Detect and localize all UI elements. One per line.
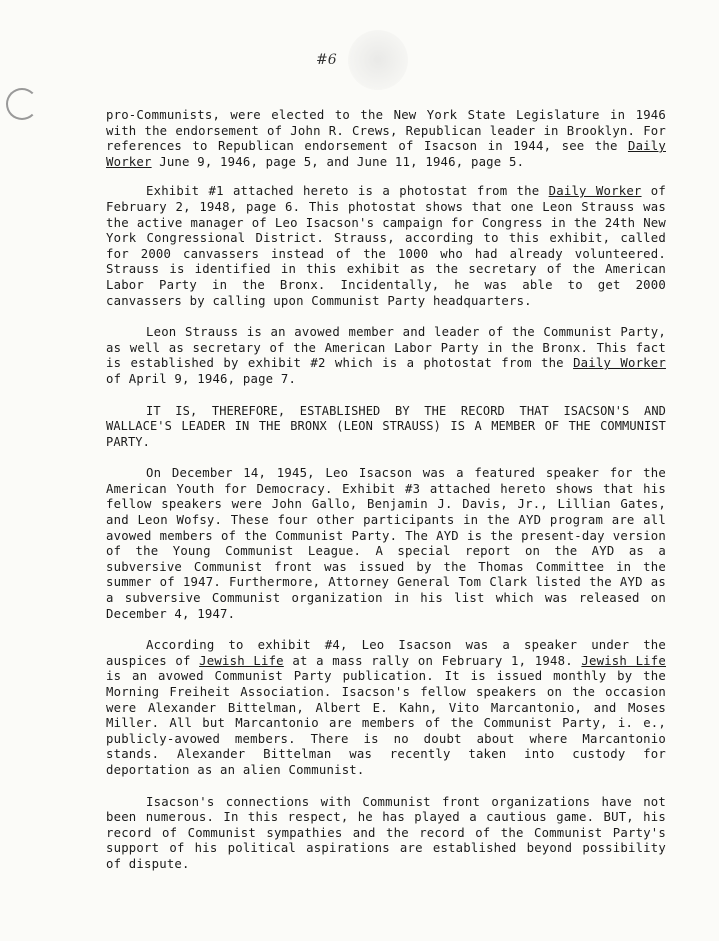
publication-title: Jewish Life bbox=[199, 653, 284, 668]
paragraph-3: Leon Strauss is an avowed member and leader of the Communist Party, as well as secretary of the American Labor Party in the Bronx. This fact is established by exhibit #2 which is a photostat from the Daily Worker of April 9, 1946, page 7. bbox=[106, 325, 666, 386]
paper-stain bbox=[348, 30, 408, 90]
publication-title: Daily Worker bbox=[573, 356, 666, 371]
publication-title: Jewish Life bbox=[581, 653, 666, 668]
paragraph-6: According to exhibit #4, Leo Isacson was a speaker under the auspices of Jewish Life at a mass rally on February 1, 1948. Jewish Life is an avowed Communist Party publication. It is issued monthly by the Morning Freiheit Association. Isacson's fellow speakers on the occasion were Alexander Bittelman, Albert E. Kahn, Vito Marcantonio, and Moses Miller. All but Marcantonio are members of the Communist Party, i. e., publicly-avowed members. There is no doubt about where Marcantonio stands. Alexander Bittelman was recently taken into custody for deportation as an alien Communist. bbox=[106, 638, 666, 777]
paragraph-2: Exhibit #1 attached hereto is a photostat from the Daily Worker of February 2, 1948, page 6. This photostat shows that one Leon Strauss was the active manager of Leo Isacson's campaign for Congress in the 24th New York Congressional District. Strauss, according to this exhibit, called for 2000 canvassers instead of the 1000 who had already volunteered. Strauss is identified in this exhibit as the secretary of the American Labor Party in the Bronx. Incidentally, he was able to get 2000 canvassers by calling upon Communist Party headquarters. bbox=[106, 184, 667, 308]
paragraph-5: On December 14, 1945, Leo Isacson was a featured speaker for the American Youth for Democracy. Exhibit #3 attached hereto shows that his fellow speakers were John Gallo, Benjamin J. Davis, Jr., Lillian Gates, and Leon Wofsy. These four other participants in the AYD program are all avowed members of the Communist Party. The AYD is the present-day version of the Young Communist League. A special report on the AYD as a subversive Communist front was issued by the Thomas Committee in the summer of 1947. Furthermore, Attorney General Tom Clark listed the AYD as a subversive Communist organization in his list which was released on December 4, 1947. bbox=[106, 466, 666, 621]
paragraph-1: pro-Communists, were elected to the New York State Legislature in 1946 with the endorsement of John R. Crews, Republican leader in Brooklyn. For references to Republican endorsement of Isacson in 1944, see the Daily Worker June 9, 1946, page 5, and June 11, 1946, page 5. bbox=[106, 108, 666, 169]
paragraph-4-conclusion: IT IS, THEREFORE, ESTABLISHED BY THE RECORD THAT ISACSON'S AND WALLACE'S LEADER IN THE BRONX (LEON STRAUSS) IS A MEMBER OF THE COMMUNIST PARTY. bbox=[106, 403, 666, 449]
publication-title: Daily Worker bbox=[548, 184, 642, 199]
punch-hole-mark bbox=[6, 88, 38, 120]
publication-title: Daily Worker bbox=[106, 139, 666, 169]
document-body bbox=[106, 108, 666, 889]
paragraph-7: Isacson's connections with Communist front organizations have not been numerous. In this respect, he has played a cautious game. BUT, his record of Communist sympathies and the record of the Communist Party's support of his political aspirations are established beyond possibility of dispute. bbox=[106, 794, 666, 871]
page-mark: #6 bbox=[316, 52, 337, 68]
